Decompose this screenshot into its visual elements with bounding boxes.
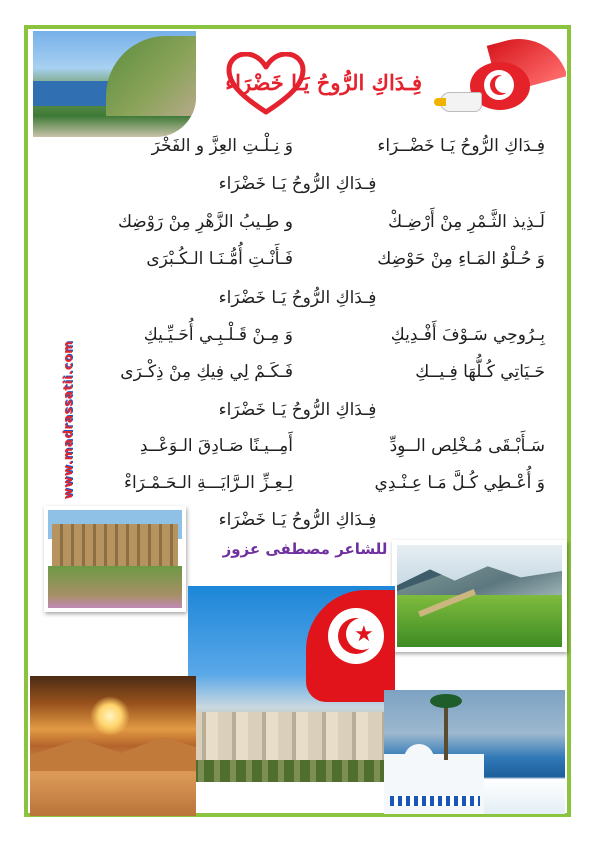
- hemistich-right: سَـأَبْـقَى مُـخْلِص الــوِدِّ: [389, 436, 545, 456]
- refrain-line: فِـدَاكِ الرُّوحُ يَـا خَضْرَاء: [218, 400, 377, 420]
- hemistich-left: و طِـيبُ الزَّهْرِ مِنْ رَوْضِك: [117, 212, 293, 232]
- poem-line-1: [30, 136, 565, 166]
- eagle-head: [440, 92, 482, 112]
- hemistich-left: وَ مِـنْ قَـلْـبِـي أُحَـيِّـيكِ: [143, 325, 293, 345]
- poem-title: فِـدَاكِ الرُّوحُ يَـا خَضْرَاء: [225, 70, 422, 95]
- sidi-bou-said-photo: [384, 690, 565, 814]
- poem-line-5: [30, 362, 565, 392]
- hemistich-right: لَـذِيذ الثَّـمْرِ مِنْ أَرْضِـكْ: [388, 212, 545, 232]
- refrain-line: فِـدَاكِ الرُّوحُ يَـا خَضْرَاء: [218, 510, 377, 530]
- watermark-text: www.madrassatii.com: [61, 340, 75, 500]
- garden-area: [48, 566, 182, 608]
- poem-title-block: [218, 56, 428, 116]
- desert-dunes-photo: [30, 676, 196, 816]
- sun-icon: [90, 696, 130, 736]
- hemistich-right: وَ أُعْـطِي كُـلَّ مَـا عِـنْـدِي: [374, 473, 545, 493]
- hemistich-right: فِـدَاكِ الرُّوحُ يَـا خَضْــرَاء: [377, 136, 545, 156]
- crescent-cutout: [495, 75, 513, 93]
- blue-railing: [390, 796, 480, 806]
- poem-line-2: [30, 212, 565, 242]
- poem-line-6: [30, 436, 565, 466]
- poem-line-7: [30, 473, 565, 503]
- coastal-cliff-photo: [33, 31, 196, 137]
- green-valley-photo: [392, 540, 567, 652]
- poem-line-3: [30, 249, 565, 279]
- hemistich-right: وَ حُـلْوُ المَـاءِ مِنْ حَوْضِك: [377, 249, 545, 269]
- star-icon: ★: [354, 622, 374, 647]
- tunisian-flag-city-photo: [188, 586, 395, 782]
- grass-field: [397, 595, 562, 647]
- hemistich-left: وَ نِـلْـتِ العِزَّ و الفَخْرَ: [151, 136, 293, 156]
- eagle-flag-illustration: [432, 32, 566, 124]
- hemistich-left: لِـعِـزِّ الـرَّايَـــةِ الـحَـمْـرَاءْ: [123, 473, 293, 493]
- hemistich-left: أَمِــيـنًا صَـادِقَ الـوَعْــدِ: [139, 436, 293, 456]
- amphitheatre-walls: [52, 524, 178, 566]
- city-trees: [188, 760, 395, 782]
- refrain-line: فِـدَاكِ الرُّوحُ يَـا خَضْرَاء: [218, 288, 377, 308]
- palm-trunk: [444, 700, 448, 760]
- palm-leaves: [430, 694, 462, 708]
- hemistich-right: حَـيَاتِي كُـلُّهَا فِـيــكِ: [415, 362, 545, 382]
- hemistich-left: فَـكَـمْ لِي فِيكِ مِنْ ذِكْـرَى: [120, 362, 293, 382]
- house-dome: [404, 744, 434, 764]
- poet-credit: للشاعر مصطفى عزوز: [222, 540, 388, 558]
- cliff-area: [106, 36, 196, 116]
- amphitheatre-photo: [44, 506, 186, 612]
- hemistich-left: فَـأَنْـتِ أُمُّـنَـا الـكُـبْرَى: [146, 249, 293, 269]
- hemistich-right: بِـرُوحِي سَـوْفَ أَفْـدِيكِ: [390, 325, 545, 345]
- eagle-beak: [434, 98, 446, 106]
- poem-line-4: [30, 325, 565, 355]
- refrain-line: فِـدَاكِ الرُّوحُ يَـا خَضْرَاء: [218, 174, 377, 194]
- sand-dune: [30, 731, 196, 771]
